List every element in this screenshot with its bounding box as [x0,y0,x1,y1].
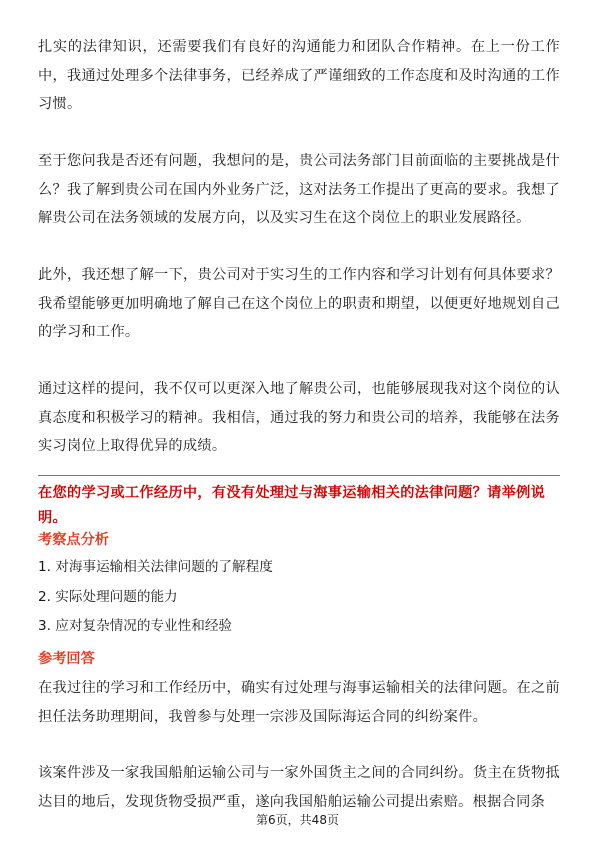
analysis-list-item: 1. 对海事运输相关法律问题的了解程度 [38,559,273,575]
body-paragraph: 扎实的法律知识，还需要我们有良好的沟通能力和团队合作精神。在上一份工作中，我通过处理多个法律事务，已经养成了严谨细致的工作态度和及时沟通的工作习惯。 [38,39,560,113]
interview-question: 在您的学习或工作经历中，有没有处理过与海事运输相关的法律问题？请举例说明。 [38,485,546,526]
answer-paragraph: 在我过往的学习和工作经历中，确实有过处理与海事运输相关的法律问题。在之前担任法务助理期间，我曾参与处理一宗涉及国际海运合同的纠纷案件。 [38,680,560,725]
analysis-list-item: 2. 实际处理问题的能力 [38,589,178,605]
body-paragraph: 此外，我还想了解一下，贵公司对于实习生的工作内容和学习计划有何具体要求？我希望能够更加明确地了解自己在这个岗位上的职责和期望，以便更好地规划自己的学习和工作。 [38,267,560,341]
section-divider [38,475,560,476]
answer-heading: 参考回答 [38,651,95,667]
analysis-heading: 考察点分析 [38,532,109,548]
answer-paragraph: 该案件涉及一家我国船舶运输公司与一家外国货主之间的合同纠纷。货主在货物抵达目的地后，发现货物受损严重，遂向我国船舶运输公司提出索赔。根据合同条 [38,765,560,810]
analysis-list-item: 3. 应对复杂情况的专业性和经验 [38,618,233,634]
body-paragraph: 至于您问我是否还有问题，我想问的是，贵公司法务部门目前面临的主要挑战是什么？我了解到贵公司在国内外业务广泛，这对法务工作提出了更高的要求。我想了解贵公司在法务领域的发展方向，以及实习生在这个岗位上的职业发展路径。 [38,153,560,227]
page-number-footer: 第6页，共48页 [256,813,339,827]
body-paragraph: 通过这样的提问，我不仅可以更深入地了解贵公司，也能够展现我对这个岗位的认真态度和积极学习的精神。我相信，通过我的努力和贵公司的培养，我能够在法务实习岗位上取得优异的成绩。 [38,381,560,455]
